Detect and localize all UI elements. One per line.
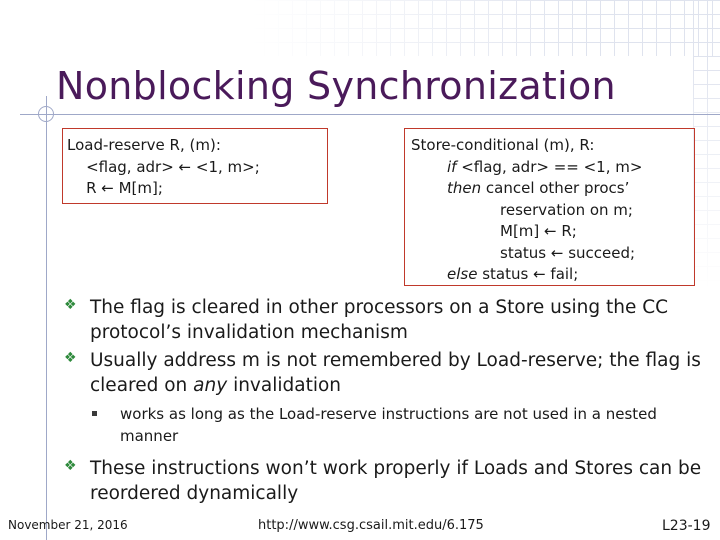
bullet-emphasis: any	[193, 374, 228, 396]
keyword-if: if	[447, 157, 457, 176]
footer-url[interactable]: http://www.csg.csail.mit.edu/6.175	[258, 518, 484, 533]
footer-date: November 21, 2016	[8, 518, 128, 532]
bullet-text: Usually address m is not remembered by Load-reserve; the flag is cleared on	[90, 350, 701, 396]
diamond-bullet-icon: ❖	[64, 458, 77, 474]
code-line-if	[411, 157, 694, 179]
bullet-item	[62, 296, 702, 345]
code-line: R ← M[m];	[67, 179, 163, 197]
crosshair-icon	[38, 106, 54, 122]
diamond-bullet-icon: ❖	[64, 297, 77, 313]
code-text: cancel other procs’	[481, 179, 630, 197]
code-line: reservation on m;	[500, 200, 633, 219]
code-line: M[m] ← R;	[500, 222, 577, 240]
code-line: Store-conditional (m), R:	[411, 136, 595, 154]
diamond-bullet-icon: ❖	[64, 350, 77, 366]
title-underline	[20, 114, 720, 115]
decorative-grid-side	[693, 0, 720, 290]
left-rule	[46, 96, 47, 540]
code-line-then	[411, 178, 694, 200]
keyword-then: then	[447, 179, 482, 197]
slide-title: Nonblocking Synchronization	[56, 64, 616, 108]
bullet-text: These instructions won’t work properly if Loads and Stores can be reordered dynamically	[90, 458, 702, 504]
keyword-else: else	[447, 265, 478, 283]
bullet-item	[62, 457, 702, 506]
load-reserve-box	[62, 128, 328, 204]
bullet-list	[62, 296, 702, 510]
code-line-else	[411, 264, 694, 286]
decorative-grid	[250, 0, 720, 56]
code-line: status ← succeed;	[500, 243, 636, 262]
code-text: <flag, adr> == <1, m>	[456, 157, 643, 176]
sub-bullet-item	[62, 404, 702, 447]
bullet-text: invalidation	[227, 374, 342, 396]
square-bullet-icon	[92, 411, 97, 416]
bullet-item	[62, 349, 702, 398]
slide-number: L23-19	[662, 518, 711, 534]
code-line: Load-reserve R, (m):	[67, 136, 221, 154]
store-conditional-box	[404, 128, 695, 286]
code-line: <flag, adr> ← <1, m>;	[67, 157, 260, 176]
sub-bullet-text: works as long as the Load-reserve instructions are not used in a nested manner	[120, 405, 657, 445]
code-text: status ← fail;	[477, 265, 579, 283]
bullet-text: The flag is cleared in other processors on a Store using the CC protocol’s invalidation mechanism	[90, 297, 669, 343]
